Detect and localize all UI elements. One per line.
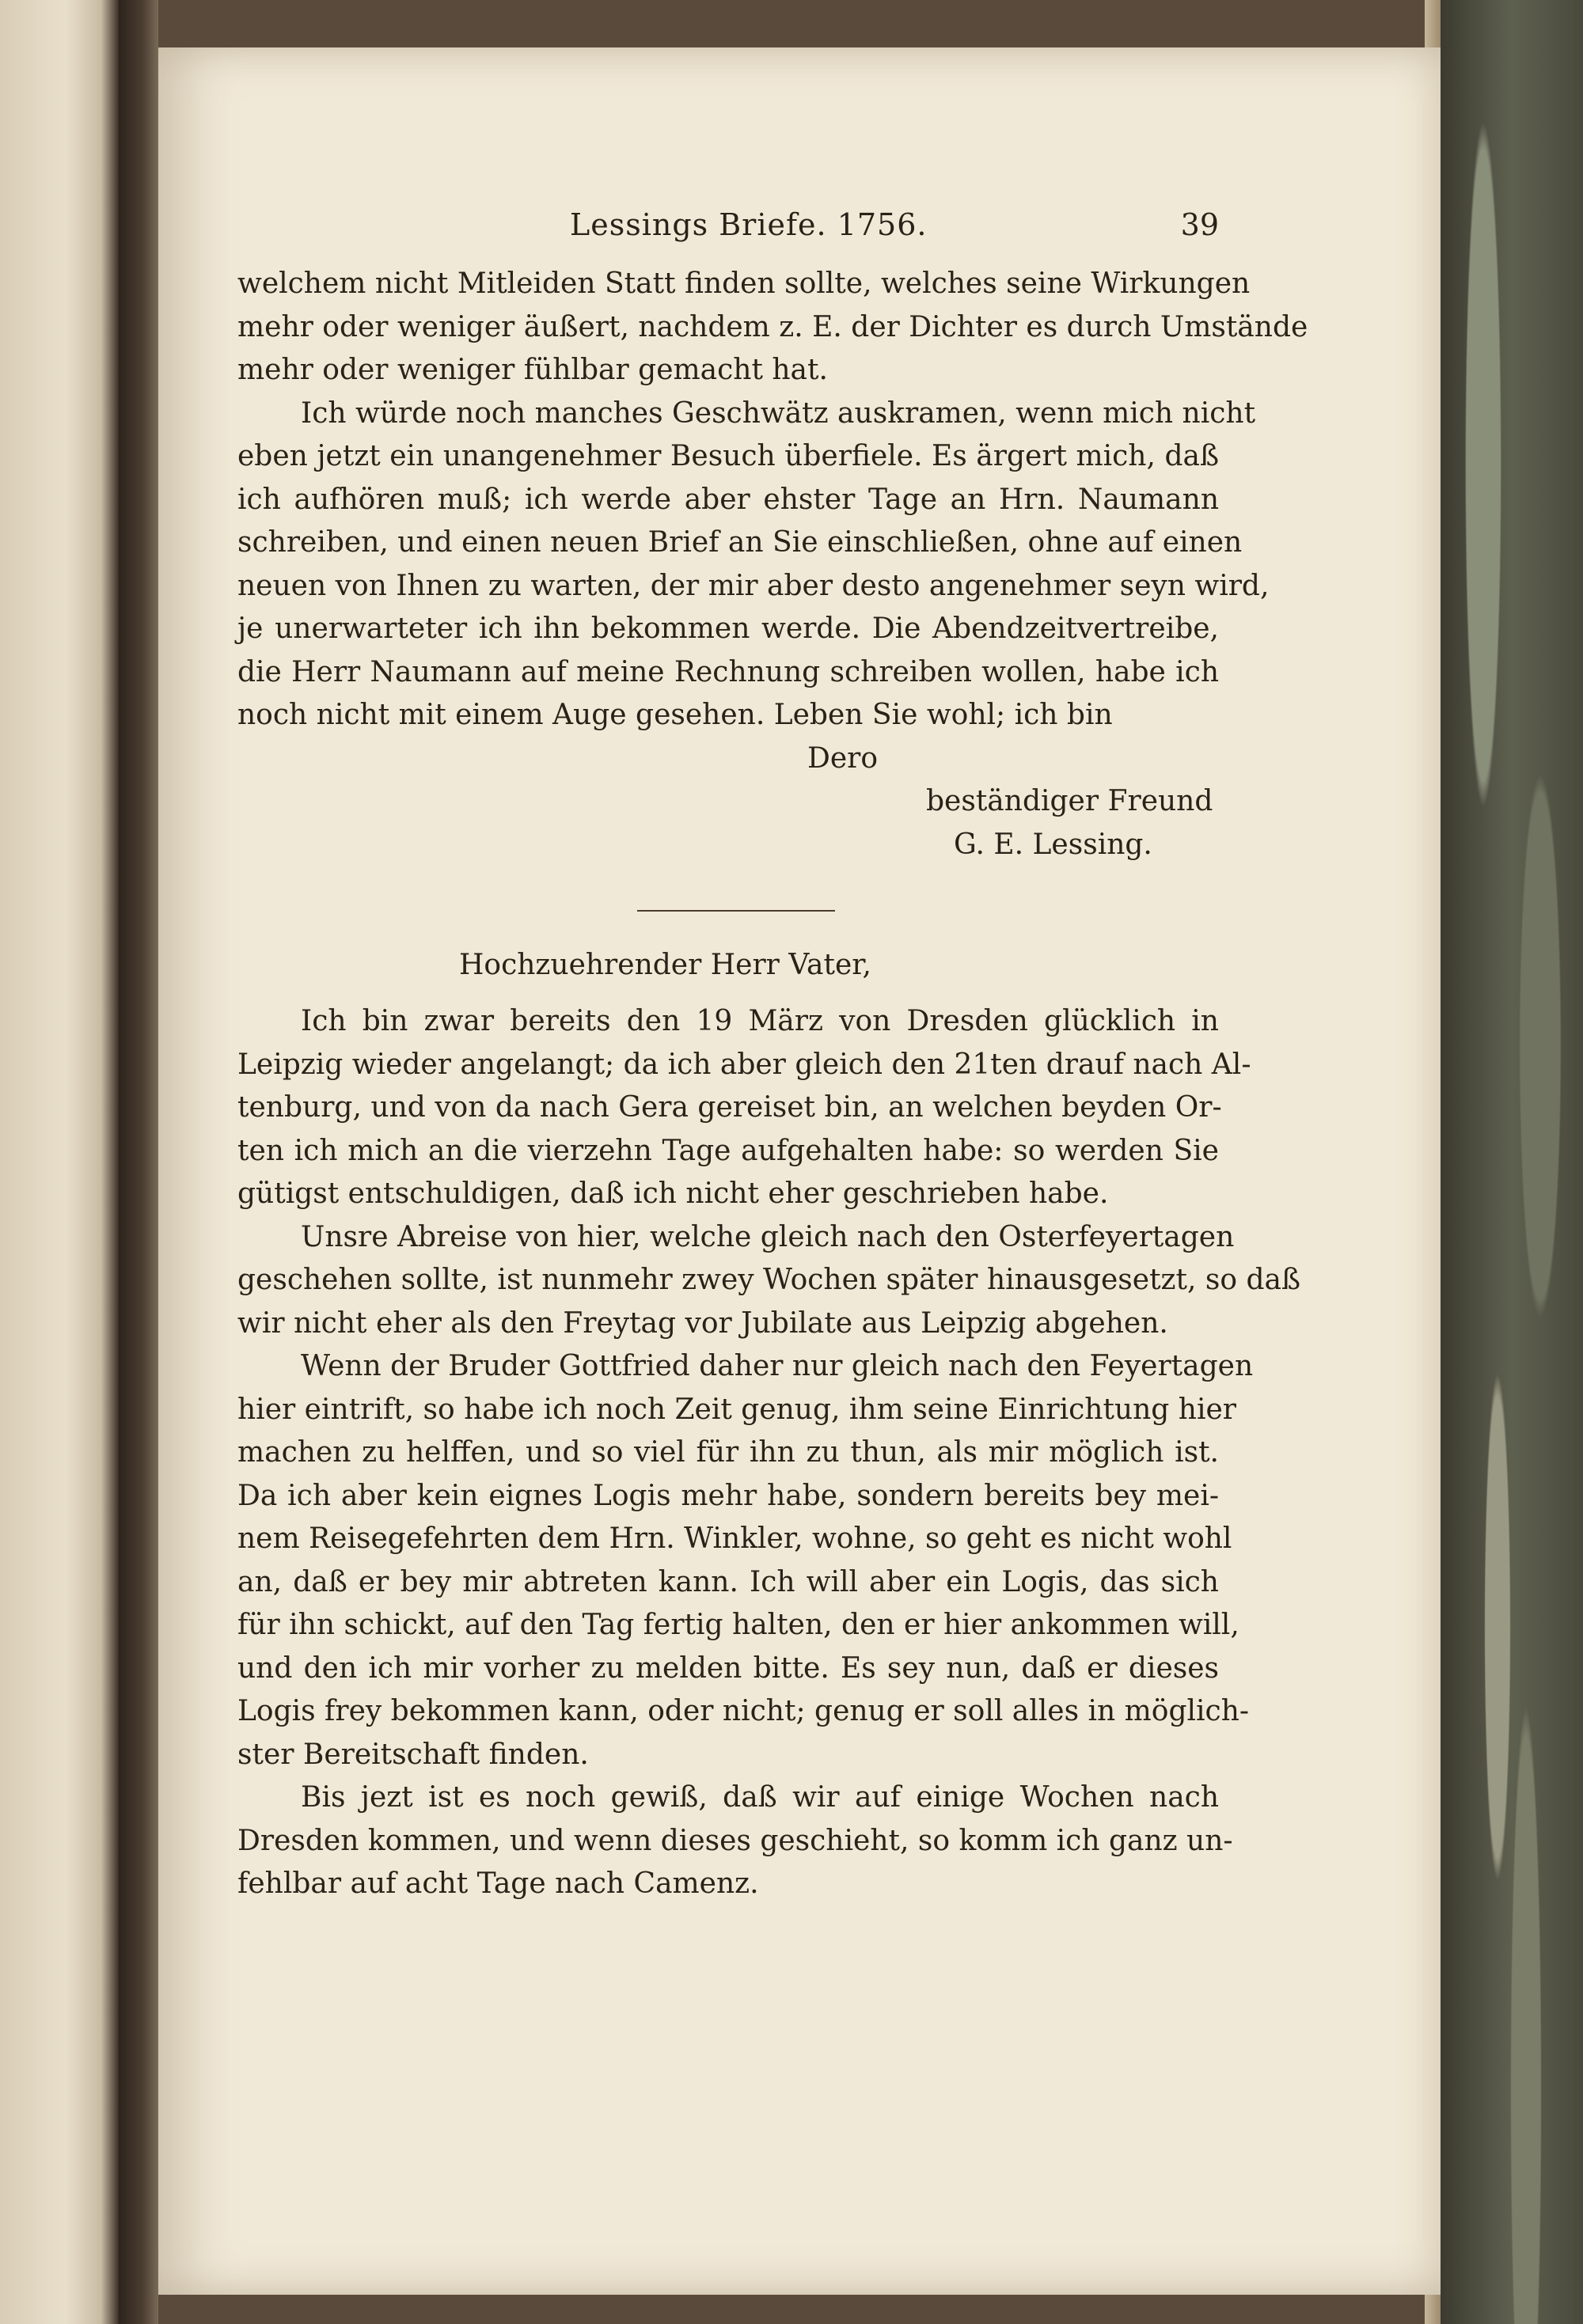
salutation: Hochzuehrender Herr Vater, — [459, 949, 871, 981]
paragraph — [237, 1776, 1233, 1906]
text-line: für ihn schickt, auf den Tag fertig halten, den er hier ankommen will, — [237, 1609, 1239, 1641]
text-line: Unsre Abreise von hier, welche gleich nach den Osterfeyertagen — [301, 1220, 1235, 1253]
text-line: ten ich mich an die vierzehn Tage aufgehalten habe: so werden Sie — [237, 1134, 1219, 1167]
text-line: Dresden kommen, und wenn dieses geschieht, so komm ich ganz un- — [237, 1824, 1233, 1857]
text-line: ster Bereitschaft finden. — [237, 1738, 589, 1771]
text-line: ich aufhören muß; ich werde aber ehster Tage an Hrn. Naumann — [237, 483, 1219, 516]
paragraph — [237, 392, 1270, 737]
page-number: 39 — [1180, 207, 1219, 242]
text-line: Wenn der Bruder Gottfried daher nur gleich nach den Feyertagen — [301, 1350, 1254, 1382]
text-line: je unerwarteter ich ihn bekommen werde. Die Abendzeitvertreibe, — [237, 612, 1219, 645]
text-line: hier eintrift, so habe ich noch Zeit genug, ihm seine Einrichtung hier — [237, 1393, 1237, 1426]
paragraph — [237, 1000, 1251, 1216]
text-line: neuen von Ihnen zu warten, der mir aber desto angenehmer seyn wird, — [237, 569, 1270, 602]
text-line: Ich bin zwar bereits den 19 März von Dresden glücklich in — [301, 1005, 1219, 1037]
text-line: tenburg, und von da nach Gera gereiset bin, an welchen beyden Or- — [237, 1091, 1222, 1124]
text-line: die Herr Naumann auf meine Rechnung schreiben wollen, habe ich — [237, 655, 1219, 688]
page-header — [237, 207, 1219, 255]
text-line: Logis frey bekommen kann, oder nicht; genug er soll alles in möglich- — [237, 1695, 1250, 1727]
divider-rule — [637, 910, 835, 912]
running-title: Lessings Briefe. 1756. — [570, 207, 928, 242]
text-line: mehr oder weniger äußert, nachdem z. E. der Dichter es durch Umstände — [237, 310, 1308, 343]
text-line: an, daß er bey mir abtreten kann. Ich will aber ein Logis, das sich — [237, 1565, 1219, 1598]
text-line: Ich würde noch manches Geschwätz auskramen, wenn mich nicht — [301, 396, 1256, 430]
text-line: noch nicht mit einem Auge gesehen. Leben Sie wohl; ich bin — [237, 699, 1113, 731]
text-line: schreiben, und einen neuen Brief an Sie einschließen, ohne auf einen — [237, 526, 1243, 559]
text-line: welchem nicht Mitleiden Statt finden sollte, welches seine Wirkungen — [237, 267, 1251, 300]
text-line: Da ich aber kein eignes Logis mehr habe, sondern bereits bey mei- — [237, 1479, 1219, 1512]
book-gutter — [119, 0, 158, 2324]
closing-dero: Dero — [807, 741, 879, 775]
paragraph — [237, 1345, 1254, 1776]
text-line: eben jetzt ein unangenehmer Besuch überfiele. Es ärgert mich, daß — [237, 440, 1219, 472]
text-line: nem Reisegefehrten dem Hrn. Winkler, wohne, so geht es nicht wohl — [237, 1522, 1232, 1555]
text-line: Bis jezt ist es noch gewiß, daß wir auf einige Wochen nach — [301, 1781, 1219, 1814]
signature: G. E. Lessing. — [954, 828, 1152, 861]
previous-page-edge — [0, 0, 119, 2324]
text-line: machen zu helffen, und so viel für ihn zu thun, als mir möglich ist. — [237, 1436, 1219, 1469]
paragraph-continued — [237, 263, 1308, 392]
text-line: geschehen sollte, ist nunmehr zwey Wochen später hinausgesetzt, so daß — [237, 1264, 1301, 1296]
paragraph — [237, 1216, 1301, 1346]
closing-friend: beständiger Freund — [926, 785, 1213, 817]
text-line: fehlbar auf acht Tage nach Camenz. — [237, 1867, 759, 1900]
text-line: Leipzig wieder angelangt; da ich aber gleich den 21ten drauf nach Al- — [237, 1048, 1251, 1081]
marbled-cover-board — [1441, 0, 1583, 2324]
text-line: wir nicht eher als den Freytag vor Jubilate aus Leipzig abgehen. — [237, 1306, 1168, 1340]
text-line: mehr oder weniger fühlbar gemacht hat. — [237, 354, 828, 386]
text-line: und den ich mir vorher zu melden bitte. Es sey nun, daß er dieses — [237, 1651, 1219, 1685]
letter-closing — [237, 737, 1219, 867]
text-line: gütigst entschuldigen, daß ich nicht eher geschrieben habe. — [237, 1177, 1109, 1210]
page-text — [237, 207, 1308, 1906]
